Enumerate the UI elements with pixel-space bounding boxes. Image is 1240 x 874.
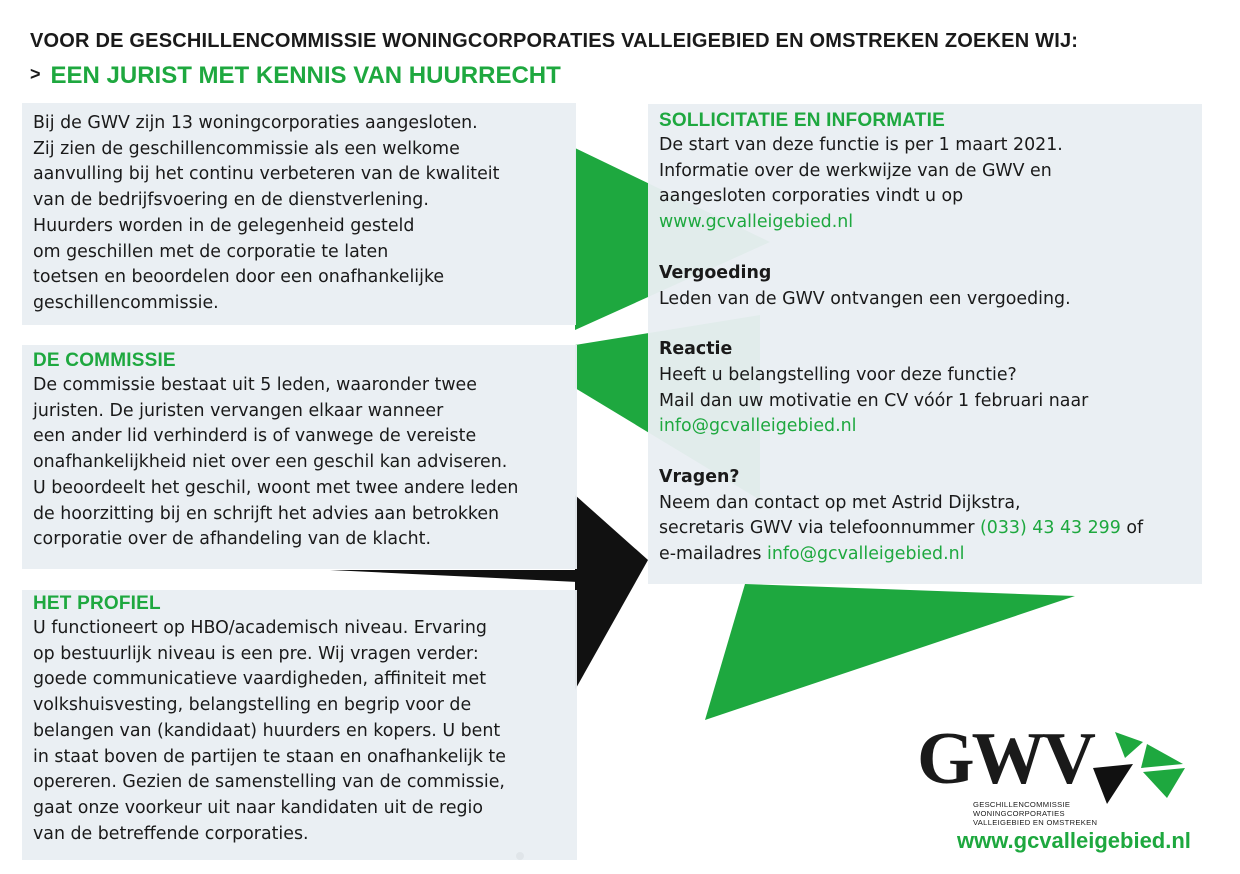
commissie-line: De commissie bestaat uit 5 leden, waaronder twee: [33, 375, 477, 395]
start-paragraph: [659, 133, 1192, 236]
profiel-line: op bestuurlijk niveau is een pre. Wij vragen verder:: [33, 643, 479, 664]
vergoeding-heading: Vergoeding: [659, 262, 772, 283]
intro-line: van de bedrijfsvoering en de dienstverlening.: [33, 190, 429, 211]
logo-subtitle-line: VALLEIGEBIED EN OMSTREKEN: [973, 818, 1098, 827]
profiel-line: gaat onze voorkeur uit naar kandidaten uit de regio: [33, 797, 484, 818]
intro-line: aanvulling bij het continu verbeteren van de kwaliteit: [33, 164, 500, 185]
gwv-logo: [915, 718, 1205, 864]
reactie-line: Heeft u belangstelling voor deze functie?: [659, 364, 1017, 385]
commissie-paragraph: [33, 373, 567, 553]
commissie-line: onafhankelijkheid niet over een geschil kan adviseren.: [33, 452, 508, 473]
page-subheading: [30, 62, 561, 90]
profiel-line: in staat boven de partijen te staan en onafhankelijk te: [33, 746, 506, 767]
vragen-line: Neem dan contact op met Astrid Dijkstra,: [659, 492, 1021, 513]
phone-link[interactable]: (033) 43 43 299: [980, 518, 1121, 539]
logo-triangles-icon: [1085, 728, 1197, 808]
commissie-line: de hoorzitting bij en schrijft het advies aan betrokken: [33, 503, 500, 524]
logo-subtitle: [973, 800, 1097, 827]
commissie-line: juristen. De juristen vervangen elkaar wanneer: [33, 400, 444, 421]
vragen-paragraph: [659, 491, 1192, 568]
reactie-paragraph: [659, 363, 1192, 440]
profiel-paragraph: [33, 616, 567, 847]
logo-subtitle-line: WONINGCORPORATIES: [973, 809, 1065, 818]
commissie-box: [22, 345, 577, 569]
reactie-email-link[interactable]: info@gcvalleigebied.nl: [659, 416, 857, 437]
profiel-box: [22, 590, 577, 860]
reactie-heading: Reactie: [659, 339, 733, 360]
intro-box: [22, 103, 576, 325]
sollicitatie-title: SOLLICITATIE EN INFORMATIE: [659, 110, 945, 131]
profiel-title: HET PROFIEL: [33, 593, 161, 614]
start-line: Informatie over de werkwijze van de GWV en: [659, 160, 1052, 181]
black-triangle-shape: [575, 495, 648, 690]
vergoeding-text: Leden van de GWV ontvangen een vergoeding.: [659, 288, 1071, 309]
sollicitatie-box: [648, 104, 1202, 584]
intro-line: Huurders worden in de gelegenheid gesteld: [33, 215, 415, 236]
commissie-line: U beoordeelt het geschil, woont met twee andere leden: [33, 477, 519, 498]
intro-line: Zij zien de geschillencommissie als een welkome: [33, 138, 460, 159]
profiel-line: U functioneert op HBO/academisch niveau. Ervaring: [33, 618, 487, 638]
intro-line: geschillencommissie.: [33, 292, 219, 313]
website-link[interactable]: www.gcvalleigebied.nl: [659, 212, 854, 233]
profiel-line: van de betreffende corporaties.: [33, 823, 309, 844]
subheading-text: EEN JURIST MET KENNIS VAN HUURRECHT: [50, 62, 561, 89]
commissie-line: een ander lid verhinderd is of vanwege de vereiste: [33, 426, 477, 447]
start-line: De start van deze functie is per 1 maart 2021.: [659, 135, 1063, 155]
profiel-line: opereren. Gezien de samenstelling van de commissie,: [33, 772, 505, 793]
start-line: aangesloten corporaties vindt u op: [659, 186, 964, 207]
green-bottom-triangle-shape: [705, 584, 1075, 720]
intro-line: Bij de GWV zijn 13 woningcorporaties aangesloten.: [33, 113, 478, 133]
profiel-line: goede communicatieve vaardigheden, affiniteit met: [33, 669, 487, 690]
vragen-line: e-mailadres: [659, 544, 767, 565]
logo-wordmark: GWV: [917, 718, 1093, 800]
vragen-line: secretaris GWV via telefoonnummer: [659, 518, 981, 539]
page-headline: VOOR DE GESCHILLENCOMMISSIE WONINGCORPORATIES VALLEIGEBIED EN OMSTREKEN ZOEKEN WIJ:: [30, 30, 1079, 52]
vragen-heading: Vragen?: [659, 467, 740, 488]
profiel-line: volkshuisvesting, belangstelling en begrip voor de: [33, 695, 472, 716]
black-wedge-shape: [330, 570, 578, 582]
logo-website-link[interactable]: www.gcvalleigebied.nl: [957, 828, 1191, 853]
contact-email-link[interactable]: info@gcvalleigebied.nl: [767, 544, 965, 565]
vragen-line: of: [1120, 518, 1144, 539]
logo-subtitle-line: GESCHILLENCOMMISSIE: [973, 800, 1071, 809]
commissie-title: DE COMMISSIE: [33, 350, 176, 371]
reactie-line: Mail dan uw motivatie en CV vóór 1 februari naar: [659, 390, 1089, 411]
intro-paragraph: [33, 111, 566, 317]
commissie-line: corporatie over de afhandeling van de klacht.: [33, 529, 432, 550]
chevron-right-icon: >: [30, 64, 41, 84]
intro-line: om geschillen met de corporatie te laten: [33, 241, 389, 262]
profiel-line: belangen van (kandidaat) huurders en kopers. U bent: [33, 720, 501, 741]
intro-line: toetsen en beoordelen door een onafhankelijke: [33, 267, 445, 288]
